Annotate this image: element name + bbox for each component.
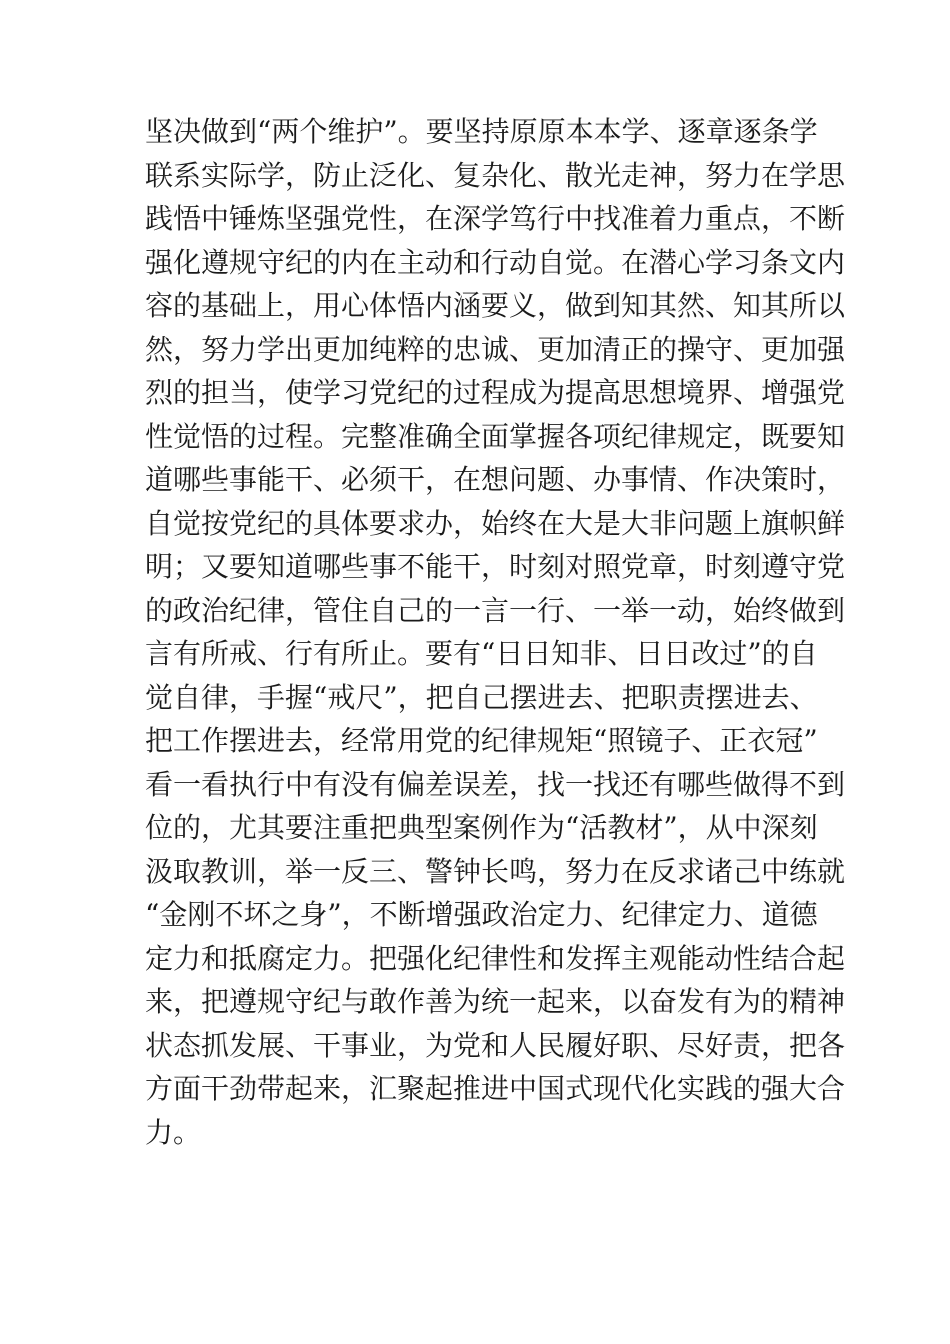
paragraph-line: 力。 — [145, 1115, 202, 1149]
paragraph-line: 看一看执行中有没有偏差误差，找一找还有哪些做得不到 — [145, 767, 846, 801]
paragraph-line: 状态抓发展、干事业，为党和人民履好职、尽好责，把各 — [145, 1028, 846, 1062]
paragraph-line: 坚决做到“两个维护”。要坚持原原本本学、逐章逐条学 — [145, 115, 818, 148]
paragraph-line: 定力和抵腐定力。把强化纪律性和发挥主观能动性结合起 — [145, 941, 846, 975]
paragraph-line: 言有所戒、行有所止。要有“日日知非、日日改过”的自 — [145, 637, 818, 670]
paragraph-line: 容的基础上，用心体悟内涵要义，做到知其然、知其所以 — [145, 289, 846, 322]
paragraph-line: 的政治纪律，管住自己的一言一行、一举一动，始终做到 — [145, 593, 846, 627]
paragraph-line: “金刚不坏之身”，不断增强政治定力、纪律定力、道德 — [145, 898, 818, 931]
paragraph-line: 道哪些事能干、必须干，在想问题、办事情、作决策时， — [145, 463, 846, 496]
paragraph-line: 觉自律，手握“戒尺”，把自己摆进去、把职责摆进去、 — [145, 680, 818, 714]
paragraph-line: 联系实际学，防止泛化、复杂化、散光走神，努力在学思 — [145, 158, 846, 192]
paragraph-line: 位的，尤其要注重把典型案例作为“活教材”，从中深刻 — [145, 811, 818, 844]
paragraph-line: 然，努力学出更加纯粹的忠诚、更加清正的操守、更加强 — [145, 332, 846, 366]
paragraph-line: 强化遵规守纪的内在主动和行动自觉。在潜心学习条文内 — [145, 245, 846, 279]
paragraph-line: 明；又要知道哪些事不能干，时刻对照党章，时刻遵守党 — [145, 550, 846, 583]
paragraph-line: 汲取教训，举一反三、警钟长鸣，努力在反求诸己中练就 — [145, 854, 846, 888]
paragraph-line: 自觉按党纪的具体要求办，始终在大是大非问题上旗帜鲜 — [145, 506, 846, 540]
paragraph-line: 来，把遵规守纪与敢作善为统一起来，以奋发有为的精神 — [145, 985, 846, 1018]
body-paragraph — [145, 110, 846, 1154]
paragraph-line: 把工作摆进去，经常用党的纪律规矩“照镜子、正衣冠” — [145, 724, 818, 757]
paragraph-line: 性觉悟的过程。完整准确全面掌握各项纪律规定，既要知 — [145, 419, 846, 453]
paragraph-line: 方面干劲带起来，汇聚起推进中国式现代化实践的强大合 — [145, 1072, 846, 1105]
paragraph-line: 烈的担当，使学习党纪的过程成为提高思想境界、增强党 — [145, 376, 846, 409]
paragraph-line: 践悟中锤炼坚强党性，在深学笃行中找准着力重点，不断 — [145, 202, 846, 235]
